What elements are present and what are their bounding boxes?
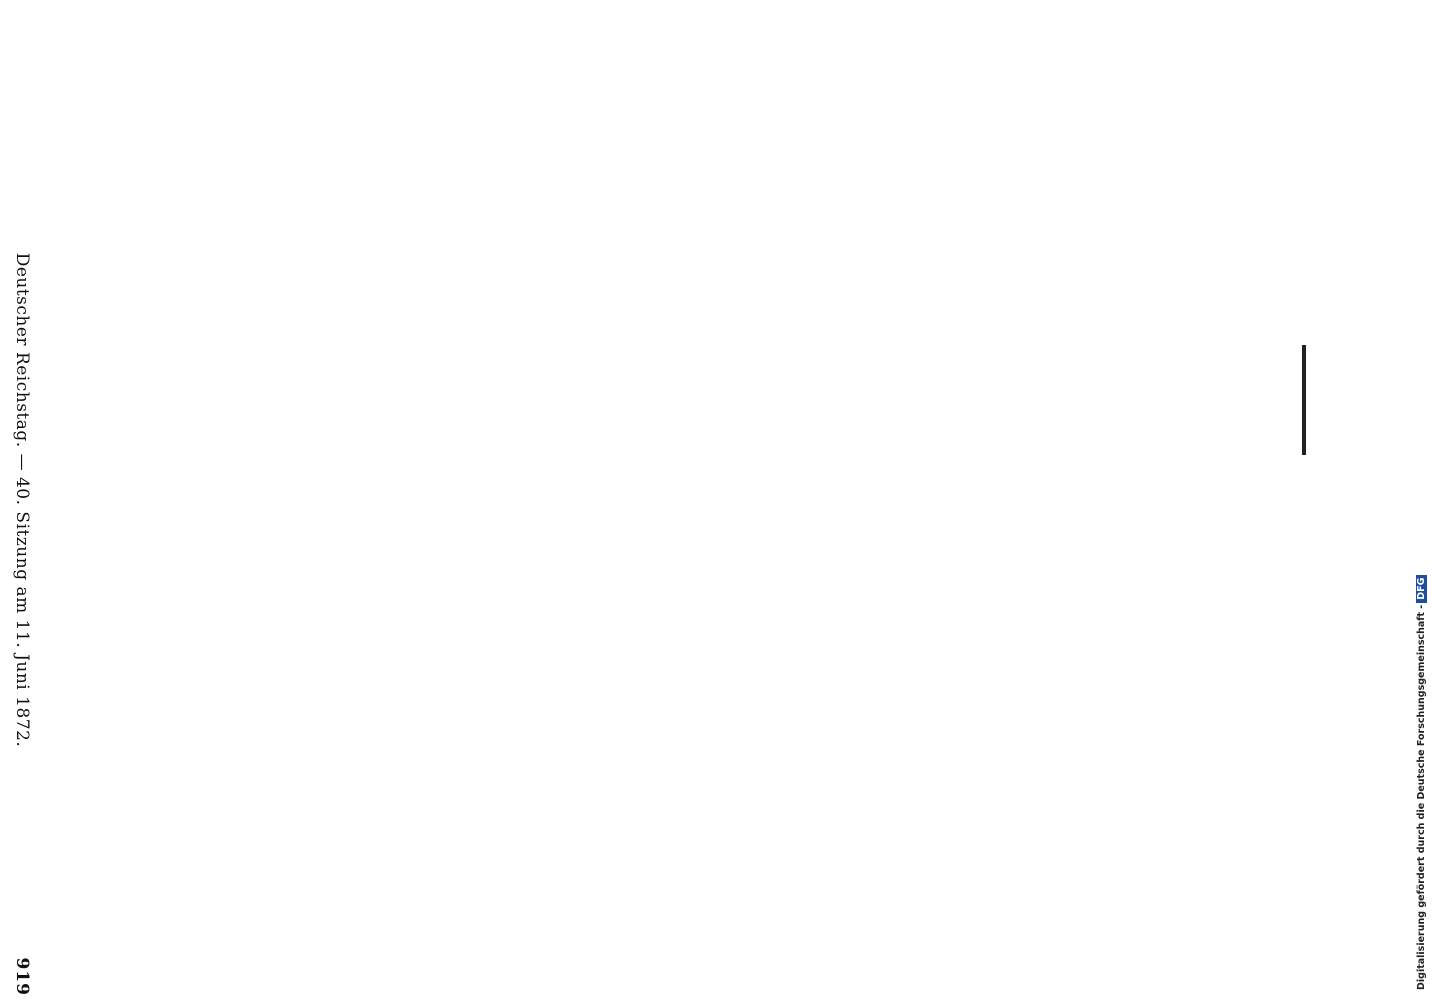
header-title: Deutscher Reichstag. — 40. Sitzung am 11. Juni 1872. bbox=[12, 252, 32, 748]
digitization-stamp bbox=[1416, 575, 1427, 990]
scan-edge-mark bbox=[1302, 345, 1306, 455]
stamp-text: Digitalisierung gefördert durch die Deutsche Forschungsgemeinschaft - bbox=[1416, 604, 1427, 990]
dfg-logo-badge: DFG bbox=[1416, 575, 1427, 603]
running-header bbox=[0, 0, 42, 1000]
page-number: 919 bbox=[12, 957, 32, 996]
